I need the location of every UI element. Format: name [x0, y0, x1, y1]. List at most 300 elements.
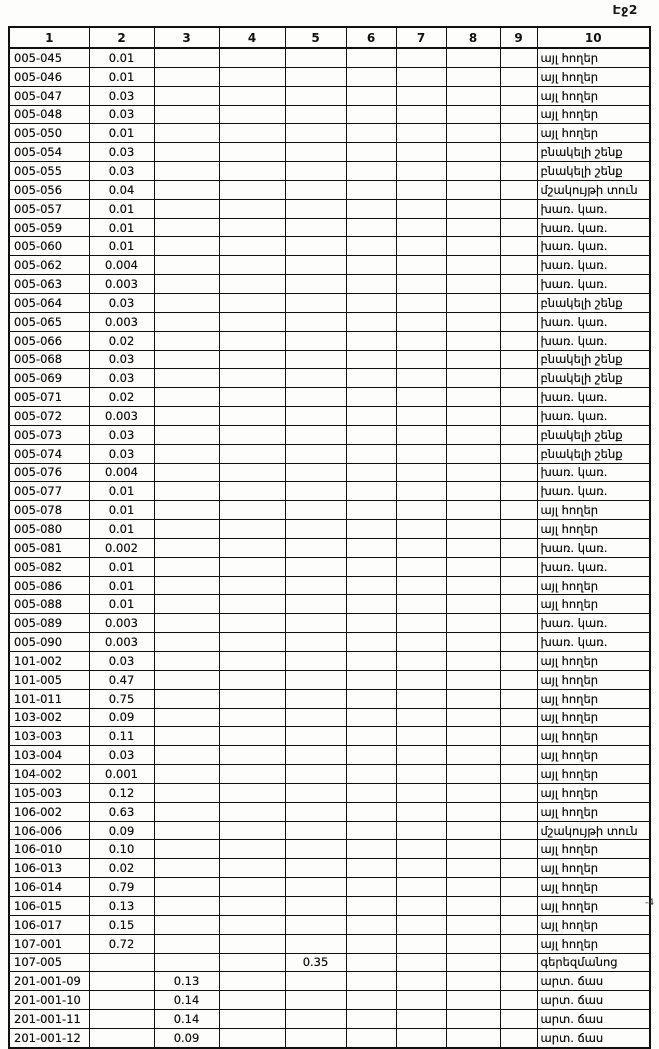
- cell-value: 0.004: [89, 256, 154, 275]
- table-row: [9, 652, 650, 671]
- table-row: [9, 275, 650, 294]
- table-row: [9, 1010, 650, 1029]
- cell-value: [396, 350, 446, 369]
- cell-value: [346, 1010, 396, 1029]
- cell-value: [219, 312, 285, 331]
- cell-value: 0.003: [89, 312, 154, 331]
- cell-value: [446, 1010, 500, 1029]
- cell-value: [219, 48, 285, 67]
- cell-value: [446, 425, 500, 444]
- cell-value: [446, 896, 500, 915]
- cell-value: [446, 407, 500, 426]
- cell-land-use: խառ. կառ.: [537, 482, 650, 501]
- table-row: [9, 67, 650, 86]
- table-row: [9, 972, 650, 991]
- cell-land-use: այլ հողեր: [537, 576, 650, 595]
- cell-value: [446, 670, 500, 689]
- cell-value: [219, 878, 285, 897]
- cell-value: [396, 67, 446, 86]
- table-row: [9, 388, 650, 407]
- cell-parcel-code: 005-065: [9, 312, 89, 331]
- cell-value: [500, 86, 537, 105]
- cell-value: [500, 783, 537, 802]
- cell-value: [346, 331, 396, 350]
- cell-parcel-code: 005-055: [9, 162, 89, 181]
- cell-value: [285, 896, 346, 915]
- cell-parcel-code: 201-001-12: [9, 1028, 89, 1047]
- column-header: 3: [154, 27, 219, 48]
- cell-value: [500, 689, 537, 708]
- cell-value: [396, 576, 446, 595]
- cell-value: [219, 501, 285, 520]
- cell-value: [500, 972, 537, 991]
- column-header: 10: [537, 27, 650, 48]
- cell-land-use: խառ. կառ.: [537, 407, 650, 426]
- cell-value: 0.02: [89, 859, 154, 878]
- cell-value: 0.35: [285, 953, 346, 972]
- cell-value: [346, 670, 396, 689]
- cell-value: [500, 670, 537, 689]
- table-row: [9, 576, 650, 595]
- cell-value: [346, 501, 396, 520]
- cell-value: [219, 746, 285, 765]
- cell-value: [219, 802, 285, 821]
- cell-value: [446, 350, 500, 369]
- cell-value: [500, 765, 537, 784]
- cell-value: [346, 896, 396, 915]
- cell-value: [346, 633, 396, 652]
- cell-land-use: այլ հողեր: [537, 595, 650, 614]
- cell-value: [346, 708, 396, 727]
- table-row: [9, 727, 650, 746]
- cell-value: [154, 425, 219, 444]
- cell-value: [396, 821, 446, 840]
- cell-value: [219, 972, 285, 991]
- cell-value: 0.01: [89, 482, 154, 501]
- cell-value: [154, 557, 219, 576]
- cell-value: [285, 482, 346, 501]
- cell-value: [396, 1028, 446, 1047]
- cell-value: [285, 670, 346, 689]
- cell-land-use: այլ հողեր: [537, 878, 650, 897]
- cell-land-use: բնակելի շենք: [537, 350, 650, 369]
- cell-value: 0.13: [89, 896, 154, 915]
- cell-land-use: արտ. ճաս: [537, 1028, 650, 1047]
- cell-value: [285, 614, 346, 633]
- cell-value: 0.01: [89, 595, 154, 614]
- cell-value: [154, 331, 219, 350]
- cell-value: [446, 501, 500, 520]
- cell-parcel-code: 005-066: [9, 331, 89, 350]
- cell-value: [219, 689, 285, 708]
- table-row: [9, 953, 650, 972]
- cell-value: 0.09: [89, 821, 154, 840]
- cell-value: [154, 520, 219, 539]
- cell-value: 0.04: [89, 180, 154, 199]
- cell-value: [500, 859, 537, 878]
- cell-value: [396, 331, 446, 350]
- cell-value: [500, 180, 537, 199]
- cell-value: [500, 991, 537, 1010]
- cell-value: [446, 331, 500, 350]
- cell-value: [446, 86, 500, 105]
- cell-value: [219, 670, 285, 689]
- cell-value: [500, 727, 537, 746]
- cell-land-use: խառ. կառ.: [537, 256, 650, 275]
- cell-value: [500, 915, 537, 934]
- cell-value: [396, 501, 446, 520]
- cell-value: [446, 293, 500, 312]
- cell-value: [446, 633, 500, 652]
- cell-value: [154, 48, 219, 67]
- cell-land-use: խառ. կառ.: [537, 275, 650, 294]
- cell-value: [154, 350, 219, 369]
- cell-land-use: այլ հողեր: [537, 746, 650, 765]
- cell-parcel-code: 005-080: [9, 520, 89, 539]
- cell-value: [285, 444, 346, 463]
- cell-value: 0.03: [89, 162, 154, 181]
- cell-value: [446, 538, 500, 557]
- cell-parcel-code: 005-045: [9, 48, 89, 67]
- cell-value: [346, 444, 396, 463]
- cell-parcel-code: 101-002: [9, 652, 89, 671]
- cell-value: [285, 520, 346, 539]
- cell-parcel-code: 005-069: [9, 369, 89, 388]
- cell-value: [396, 407, 446, 426]
- cell-parcel-code: 103-002: [9, 708, 89, 727]
- cell-land-use: բնակելի շենք: [537, 293, 650, 312]
- cell-land-use: բնակելի շենք: [537, 162, 650, 181]
- cell-value: [154, 633, 219, 652]
- cell-value: [446, 105, 500, 124]
- cell-value: [396, 802, 446, 821]
- cell-value: [285, 689, 346, 708]
- cell-value: [154, 538, 219, 557]
- table-row: [9, 840, 650, 859]
- cell-value: [500, 331, 537, 350]
- cell-value: [500, 237, 537, 256]
- cell-parcel-code: 107-001: [9, 934, 89, 953]
- cell-value: [219, 350, 285, 369]
- cell-value: [219, 727, 285, 746]
- cell-value: [285, 407, 346, 426]
- cell-value: [154, 275, 219, 294]
- cell-parcel-code: 201-001-11: [9, 1010, 89, 1029]
- cell-land-use: այլ հողեր: [537, 689, 650, 708]
- table-row: [9, 180, 650, 199]
- table-row: [9, 350, 650, 369]
- cell-value: [396, 143, 446, 162]
- cell-value: 0.003: [89, 275, 154, 294]
- cell-value: [154, 180, 219, 199]
- table-row: [9, 689, 650, 708]
- cell-parcel-code: 005-082: [9, 557, 89, 576]
- cell-parcel-code: 005-072: [9, 407, 89, 426]
- cell-value: [219, 1028, 285, 1047]
- cell-value: 0.001: [89, 765, 154, 784]
- cell-value: [346, 727, 396, 746]
- cell-value: [396, 670, 446, 689]
- table-row: [9, 802, 650, 821]
- cell-value: [396, 896, 446, 915]
- cell-value: [396, 388, 446, 407]
- cell-parcel-code: 005-062: [9, 256, 89, 275]
- cell-value: [500, 633, 537, 652]
- cell-value: 0.03: [89, 652, 154, 671]
- page-number-label: Էջ2: [612, 2, 638, 17]
- cell-value: [500, 199, 537, 218]
- table-row: [9, 312, 650, 331]
- cell-value: [396, 256, 446, 275]
- table-row: [9, 633, 650, 652]
- cell-parcel-code: 005-050: [9, 124, 89, 143]
- cell-value: [285, 1010, 346, 1029]
- column-header: 7: [396, 27, 446, 48]
- table-row: [9, 520, 650, 539]
- cell-value: [500, 350, 537, 369]
- cell-value: [446, 689, 500, 708]
- cell-value: [219, 953, 285, 972]
- cell-value: [346, 67, 396, 86]
- cell-value: [285, 840, 346, 859]
- cell-land-use: այլ հողեր: [537, 708, 650, 727]
- cell-value: [346, 143, 396, 162]
- cell-parcel-code: 005-048: [9, 105, 89, 124]
- cell-value: [446, 67, 500, 86]
- cell-land-use: այլ հողեր: [537, 48, 650, 67]
- cell-value: [396, 557, 446, 576]
- cell-parcel-code: 106-006: [9, 821, 89, 840]
- cell-value: [219, 199, 285, 218]
- cell-value: [446, 237, 500, 256]
- table-row: [9, 369, 650, 388]
- cell-value: [285, 86, 346, 105]
- cell-value: [500, 425, 537, 444]
- cell-value: 0.01: [89, 501, 154, 520]
- cell-value: [285, 256, 346, 275]
- table-row: [9, 934, 650, 953]
- cell-value: [219, 991, 285, 1010]
- cell-parcel-code: 005-057: [9, 199, 89, 218]
- cell-value: [154, 934, 219, 953]
- column-header: 8: [446, 27, 500, 48]
- cell-value: 0.01: [89, 557, 154, 576]
- cell-value: [89, 972, 154, 991]
- cell-value: [500, 614, 537, 633]
- cell-value: [446, 482, 500, 501]
- cell-value: [446, 614, 500, 633]
- cell-value: [396, 708, 446, 727]
- cell-value: [154, 162, 219, 181]
- cell-parcel-code: 106-002: [9, 802, 89, 821]
- cell-value: 0.03: [89, 425, 154, 444]
- table-row: [9, 765, 650, 784]
- table-row: [9, 482, 650, 501]
- cell-value: [154, 501, 219, 520]
- cell-land-use: խառ. կառ.: [537, 557, 650, 576]
- cell-value: 0.12: [89, 783, 154, 802]
- cell-value: [219, 218, 285, 237]
- cell-land-use: այլ հողեր: [537, 86, 650, 105]
- cell-value: [446, 520, 500, 539]
- cell-value: [396, 482, 446, 501]
- cell-value: [396, 124, 446, 143]
- cell-value: [285, 783, 346, 802]
- cell-value: [346, 783, 396, 802]
- cell-value: [446, 576, 500, 595]
- cell-value: [285, 991, 346, 1010]
- cell-value: [500, 576, 537, 595]
- cell-land-use: մշակույթի տուն: [537, 180, 650, 199]
- cell-value: [219, 407, 285, 426]
- cell-value: [154, 727, 219, 746]
- cell-value: [446, 256, 500, 275]
- cell-value: 0.01: [89, 520, 154, 539]
- cell-value: [446, 124, 500, 143]
- cell-parcel-code: 106-013: [9, 859, 89, 878]
- cell-land-use: այլ հողեր: [537, 783, 650, 802]
- cell-value: [346, 256, 396, 275]
- cell-value: [285, 237, 346, 256]
- cell-parcel-code: 107-005: [9, 953, 89, 972]
- cell-value: [89, 991, 154, 1010]
- cell-value: [500, 1010, 537, 1029]
- cell-value: [285, 293, 346, 312]
- cell-value: [154, 765, 219, 784]
- cell-value: [396, 633, 446, 652]
- cell-value: [219, 275, 285, 294]
- cell-land-use: խառ. կառ.: [537, 237, 650, 256]
- cell-parcel-code: 106-014: [9, 878, 89, 897]
- table-row: [9, 859, 650, 878]
- cell-value: [346, 199, 396, 218]
- cell-value: [500, 105, 537, 124]
- cell-parcel-code: 101-011: [9, 689, 89, 708]
- cell-land-use: բնակելի շենք: [537, 444, 650, 463]
- table-row: [9, 557, 650, 576]
- cell-value: [396, 86, 446, 105]
- cell-value: [154, 859, 219, 878]
- cell-value: [346, 595, 396, 614]
- cell-parcel-code: 005-089: [9, 614, 89, 633]
- cell-value: [346, 86, 396, 105]
- cell-parcel-code: 005-059: [9, 218, 89, 237]
- table-row: [9, 595, 650, 614]
- cell-value: [446, 727, 500, 746]
- cell-value: [219, 859, 285, 878]
- cell-value: [446, 388, 500, 407]
- cell-value: [500, 501, 537, 520]
- cell-land-use: բնակելի շենք: [537, 425, 650, 444]
- cell-value: [285, 350, 346, 369]
- cell-value: [219, 67, 285, 86]
- cell-value: [346, 312, 396, 331]
- table-row: [9, 1028, 650, 1047]
- cell-value: [396, 425, 446, 444]
- table-row: [9, 896, 650, 915]
- cell-value: 0.003: [89, 407, 154, 426]
- cell-value: [346, 915, 396, 934]
- cell-value: [500, 463, 537, 482]
- cell-value: [154, 124, 219, 143]
- cell-value: [396, 538, 446, 557]
- cell-value: [500, 934, 537, 953]
- table-row: [9, 218, 650, 237]
- table-header-row: [9, 27, 650, 48]
- cell-value: [219, 425, 285, 444]
- cell-value: [285, 765, 346, 784]
- cell-value: [446, 369, 500, 388]
- cell-value: [285, 802, 346, 821]
- cell-value: [285, 218, 346, 237]
- table-row: [9, 199, 650, 218]
- cell-parcel-code: 005-054: [9, 143, 89, 162]
- cell-parcel-code: 005-081: [9, 538, 89, 557]
- cell-value: 0.03: [89, 350, 154, 369]
- cell-value: [396, 48, 446, 67]
- cell-value: [500, 67, 537, 86]
- cell-value: [219, 1010, 285, 1029]
- cell-value: [154, 143, 219, 162]
- cell-value: 0.003: [89, 614, 154, 633]
- cell-value: 0.79: [89, 878, 154, 897]
- cell-value: [219, 463, 285, 482]
- cell-value: [154, 293, 219, 312]
- cell-land-use: արտ. ճաս: [537, 991, 650, 1010]
- cell-value: [500, 275, 537, 294]
- table-row: [9, 991, 650, 1010]
- cell-value: [285, 162, 346, 181]
- cell-value: [346, 463, 396, 482]
- cell-value: [219, 557, 285, 576]
- cell-value: [346, 48, 396, 67]
- table-row: [9, 293, 650, 312]
- cell-value: 0.09: [154, 1028, 219, 1047]
- cell-value: [285, 48, 346, 67]
- cell-value: [500, 143, 537, 162]
- cell-value: [396, 595, 446, 614]
- cell-value: [500, 162, 537, 181]
- cell-value: [446, 444, 500, 463]
- cell-land-use: խառ. կառ.: [537, 463, 650, 482]
- cell-value: [396, 652, 446, 671]
- cell-value: [396, 953, 446, 972]
- cell-parcel-code: 101-005: [9, 670, 89, 689]
- cell-value: [219, 783, 285, 802]
- cell-value: [219, 840, 285, 859]
- cell-parcel-code: 005-073: [9, 425, 89, 444]
- cell-value: [154, 199, 219, 218]
- cell-value: [219, 444, 285, 463]
- cell-land-use: խառ. կառ.: [537, 538, 650, 557]
- cell-value: [89, 953, 154, 972]
- cell-land-use: այլ հողեր: [537, 727, 650, 746]
- cell-parcel-code: 201-001-10: [9, 991, 89, 1010]
- cell-value: [396, 275, 446, 294]
- cell-value: [500, 312, 537, 331]
- column-header: 6: [346, 27, 396, 48]
- table-row: [9, 86, 650, 105]
- cell-parcel-code: 104-002: [9, 765, 89, 784]
- cell-land-use: այլ հողեր: [537, 105, 650, 124]
- table-row: [9, 162, 650, 181]
- cell-value: [285, 595, 346, 614]
- cell-value: 0.72: [89, 934, 154, 953]
- cell-value: [396, 614, 446, 633]
- cell-parcel-code: 005-056: [9, 180, 89, 199]
- cell-value: 0.03: [89, 444, 154, 463]
- cell-value: [446, 915, 500, 934]
